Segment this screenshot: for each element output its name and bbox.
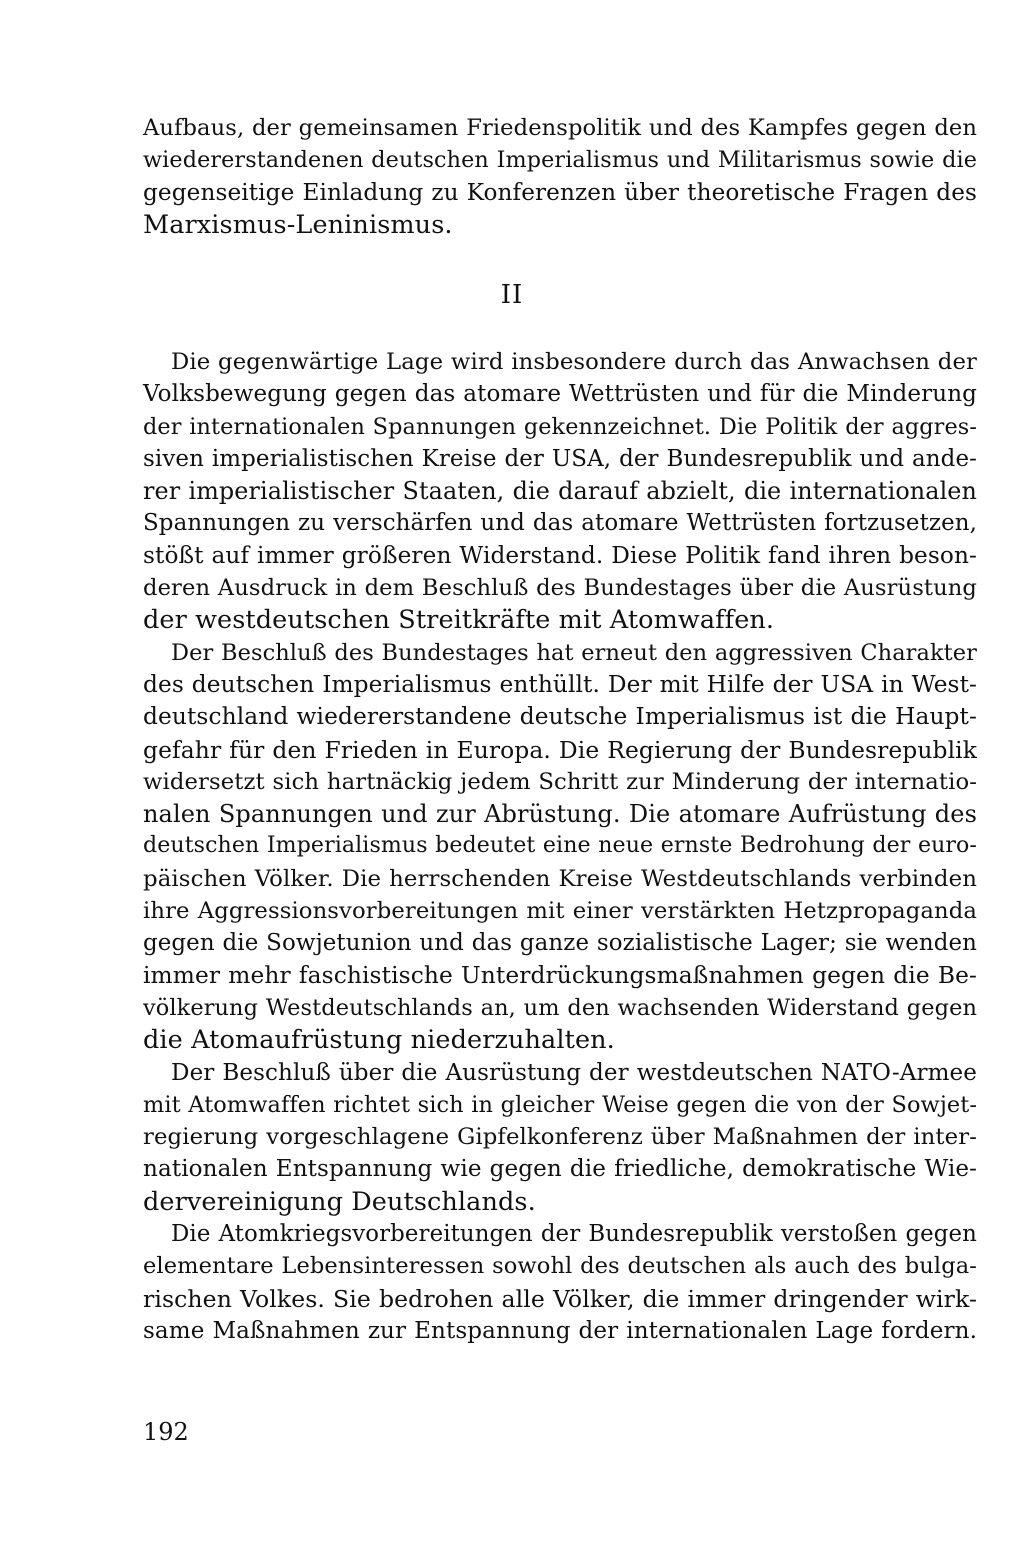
text-line: Aufbaus, der gemeinsamen Friedenspolitik und des Kampfes gegen den [143, 115, 977, 141]
text-line: siven imperialistischen Kreise der USA, der Bundesrepublik und ande- [143, 445, 977, 472]
text-line: Der Beschluß des Bundestages hat erneut den aggressiven Charakter [171, 639, 977, 666]
text-line: immer mehr faschistische Unterdrückungsmaßnahmen gegen die Be- [143, 961, 977, 989]
intro-paragraph [143, 112, 977, 241]
text-line: deutschen Imperialismus bedeutet eine neue ernste Bedrohung der euro- [143, 833, 977, 859]
text-line: ihre Aggressionsvorbereitungen mit einer verstärkten Hetzpropaganda [143, 898, 977, 925]
text-line: widersetzt sich hartnäckig jedem Schritt zur Minderung der internatio- [143, 768, 977, 795]
paragraph-1 [143, 346, 977, 637]
text-line: des deutschen Imperialismus enthüllt. Der mit Hilfe der USA in West- [143, 670, 977, 698]
text-line: Die Atomkriegsvorbereitungen der Bundesrepublik verstoßen gegen [171, 1221, 977, 1248]
text-line: gefahr für den Frieden in Europa. Die Regierung der Bundesrepublik [143, 735, 977, 764]
text-line: deren Ausdruck in dem Beschluß des Bundestages über die Ausrüstung [143, 575, 977, 602]
paragraph-4 [143, 1218, 977, 1347]
text-line: mit Atomwaffen richtet sich in gleicher Weise gegen die von der Sowjet- [143, 1091, 977, 1118]
text-line: päischen Völker. Die herrschenden Kreise Westdeutschlands verbinden [143, 865, 977, 892]
text-line: gegen die Sowjetunion und das ganze sozialistische Lager; sie wenden [143, 930, 977, 957]
text-line: same Maßnahmen zur Entspannung der internationalen Lage fordern. [143, 1317, 977, 1344]
text-line: nalen Spannungen und zur Abrüstung. Die atomare Aufrüstung des [143, 800, 977, 829]
text-line: Die gegenwärtige Lage wird insbesondere durch das Anwachsen der [171, 349, 977, 375]
text-line: dervereinigung Deutschlands. [143, 1186, 536, 1217]
text-line: rer imperialistischer Staaten, die darauf abzielt, die internationalen [143, 477, 977, 506]
section-heading: II [500, 280, 524, 310]
text-line: regierung vorgeschlagene Gipfelkonferenz über Maßnahmen der inter- [143, 1124, 977, 1151]
text-line: völkerung Westdeutschlands an, um den wachsenden Widerstand gegen [143, 994, 977, 1021]
page-number: 192 [143, 1418, 189, 1446]
text-line: stößt auf immer größeren Widerstand. Diese Politik fand ihren beson- [143, 541, 977, 569]
text-line: nationalen Entspannung wie gegen die friedliche, demokratische Wie- [143, 1156, 977, 1183]
text-line: die Atomaufrüstung niederzuhalten. [143, 1025, 615, 1056]
text-line: gegenseitige Einladung zu Konferenzen über theoretische Fragen des [143, 178, 977, 206]
main-text [143, 346, 977, 1347]
text-line: Spannungen zu verschärfen und das atomare Wettrüsten fortzusetzen, [143, 510, 977, 537]
text-line: Der Beschluß über die Ausrüstung der westdeutschen NATO-Armee [171, 1059, 977, 1086]
text-line: Volksbewegung gegen das atomare Wettrüsten und für die Minderung [143, 381, 977, 408]
text-line: wiedererstandenen deutschen Imperialismus und Militarismus sowie die [143, 147, 977, 174]
paragraph-3 [143, 1057, 977, 1218]
text-line: der westdeutschen Streitkräfte mit Atomwaffen. [143, 605, 775, 636]
text-line: rischen Volkes. Sie bedrohen alle Völker, die immer dringender wirk- [143, 1284, 977, 1313]
text-line: der internationalen Spannungen gekennzeichnet. Die Politik der aggres- [143, 413, 977, 440]
text-line: deutschland wiedererstandene deutsche Imperialismus ist die Haupt- [143, 703, 977, 731]
text-line: Marxismus-Leninismus. [143, 209, 453, 240]
text-line: elementare Lebensinteressen sowohl des deutschen als auch des bulga- [143, 1253, 977, 1280]
paragraph-2 [143, 637, 977, 1057]
